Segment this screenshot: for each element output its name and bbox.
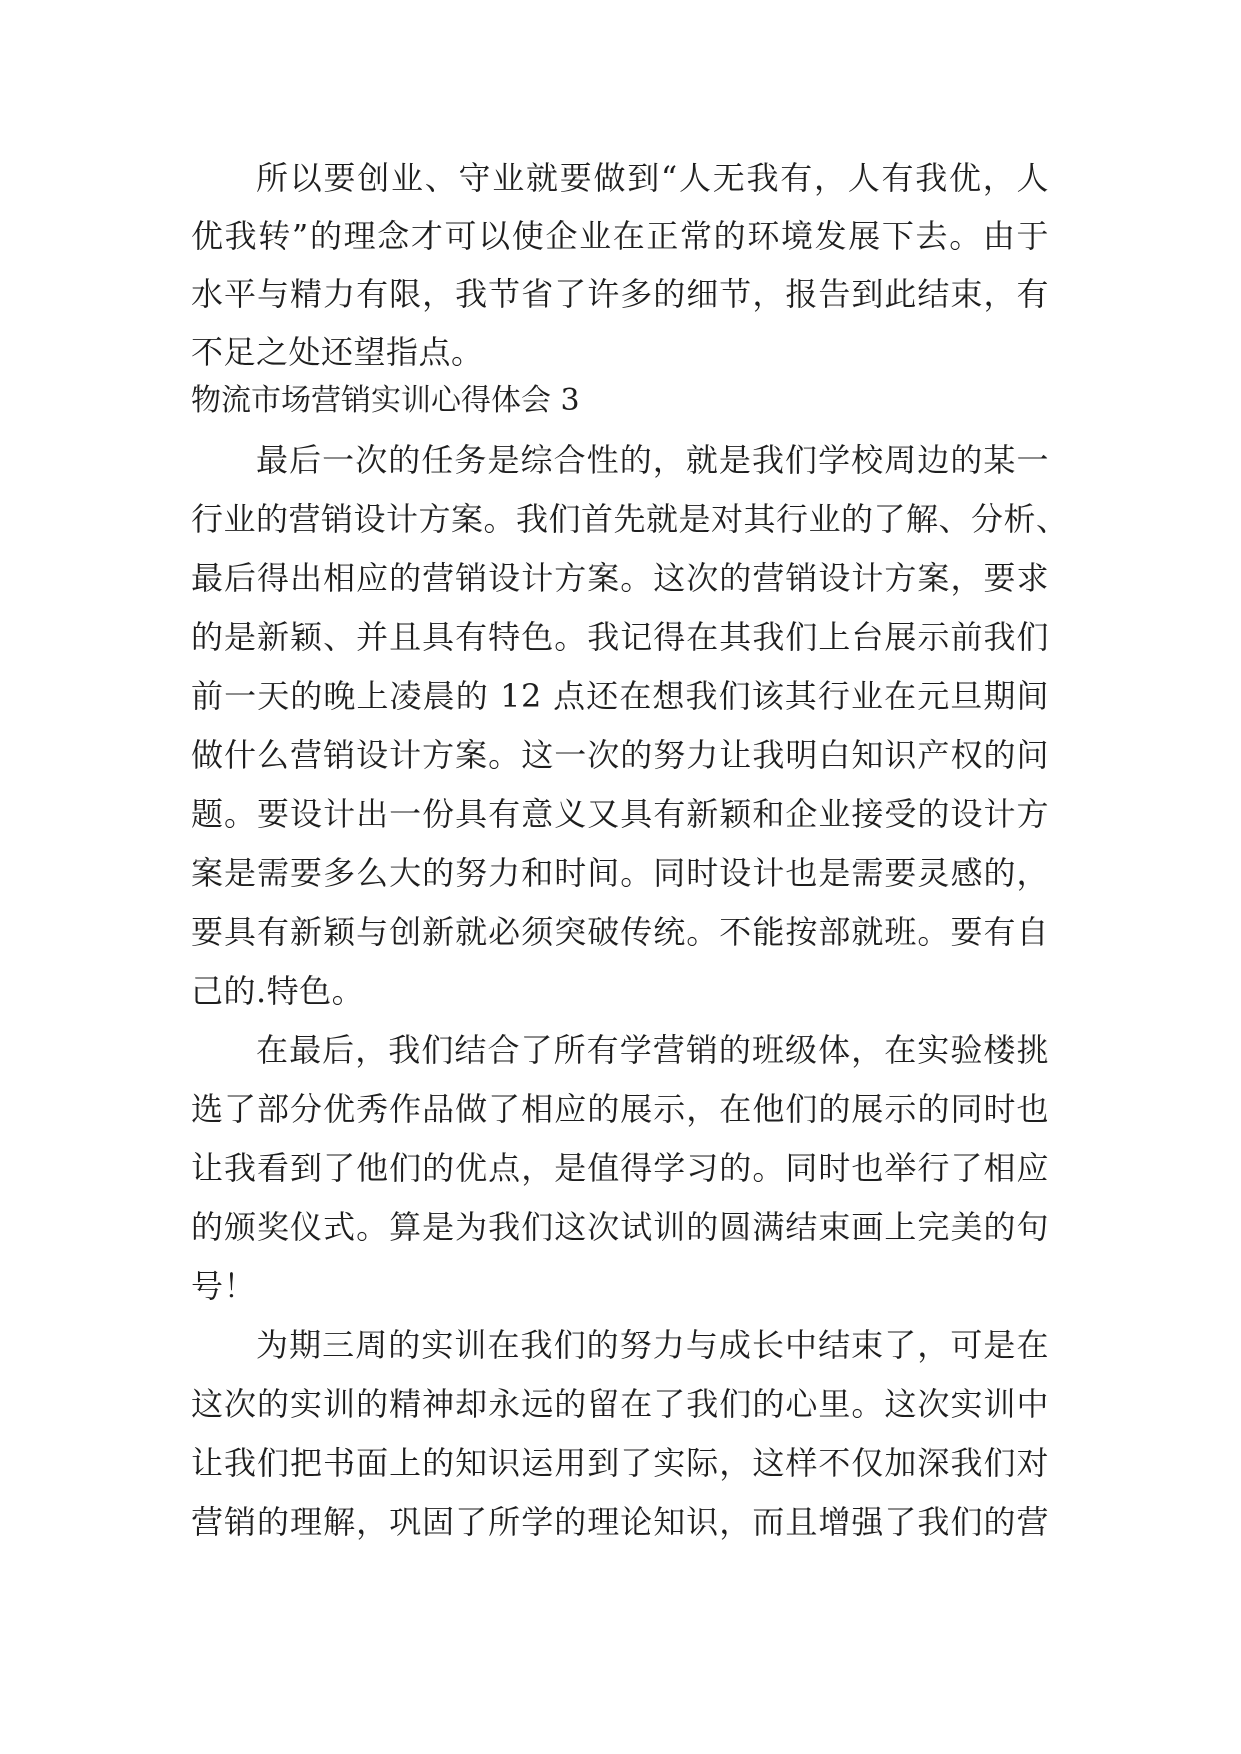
paragraph-1-line-1: 所以要创业、守业就要做到“人无我有，人有我优，人: [256, 159, 1049, 197]
paragraph-2-line-7: 题。要设计出一份具有意义又具有新颖和企业接受的设计方: [191, 795, 1049, 833]
paragraph-4-line-1: 为期三周的实训在我们的努力与成长中结束了，可是在: [256, 1326, 1049, 1364]
paragraph-2-line-4: 的是新颖、并且具有特色。我记得在其我们上台展示前我们: [191, 618, 1049, 656]
paragraph-1-line-4: 不足之处还望指点。: [191, 333, 484, 371]
paragraph-2-line-1: 最后一次的任务是综合性的，就是我们学校周边的某一: [256, 441, 1049, 479]
paragraph-3-line-4: 的颁奖仪式。算是为我们这次试训的圆满结束画上完美的句: [191, 1208, 1049, 1246]
paragraph-2-line-2: 行业的营销设计方案。我们首先就是对其行业的了解、分析、: [191, 500, 1069, 538]
paragraph-4-line-2: 这次的实训的精神却永远的留在了我们的心里。这次实训中: [191, 1385, 1049, 1423]
paragraph-2-line-9: 要具有新颖与创新就必须突破传统。不能按部就班。要有自: [191, 913, 1049, 951]
paragraph-2-line-5: 前一天的晚上凌晨的 12 点还在想我们该其行业在元旦期间: [191, 677, 1049, 715]
paragraph-1-line-2: 优我转”的理念才可以使企业在正常的环境发展下去。由于: [191, 217, 1049, 255]
paragraph-3-line-1: 在最后，我们结合了所有学营销的班级体，在实验楼挑: [256, 1031, 1049, 1069]
paragraph-3-line-2: 选了部分优秀作品做了相应的展示，在他们的展示的同时也: [191, 1090, 1049, 1128]
paragraph-3-line-5: 号！: [191, 1267, 257, 1305]
paragraph-3-line-3: 让我看到了他们的优点，是值得学习的。同时也举行了相应: [191, 1149, 1049, 1187]
paragraph-1-line-3: 水平与精力有限，我节省了许多的细节，报告到此结束，有: [191, 275, 1049, 313]
paragraph-4-line-3: 让我们把书面上的知识运用到了实际，这样不仅加深我们对: [191, 1444, 1049, 1482]
paragraph-4-line-4: 营销的理解，巩固了所学的理论知识，而且增强了我们的营: [191, 1503, 1049, 1541]
paragraph-2-line-6: 做什么营销设计方案。这一次的努力让我明白知识产权的问: [191, 736, 1049, 774]
paragraph-2-line-10: 己的.特色。: [191, 972, 365, 1010]
section-heading: 物流市场营销实训心得体会 3: [191, 383, 580, 418]
paragraph-2-line-8: 案是需要多么大的努力和时间。同时设计也是需要灵感的，: [191, 854, 1049, 892]
paragraph-2-line-3: 最后得出相应的营销设计方案。这次的营销设计方案，要求: [191, 559, 1049, 597]
